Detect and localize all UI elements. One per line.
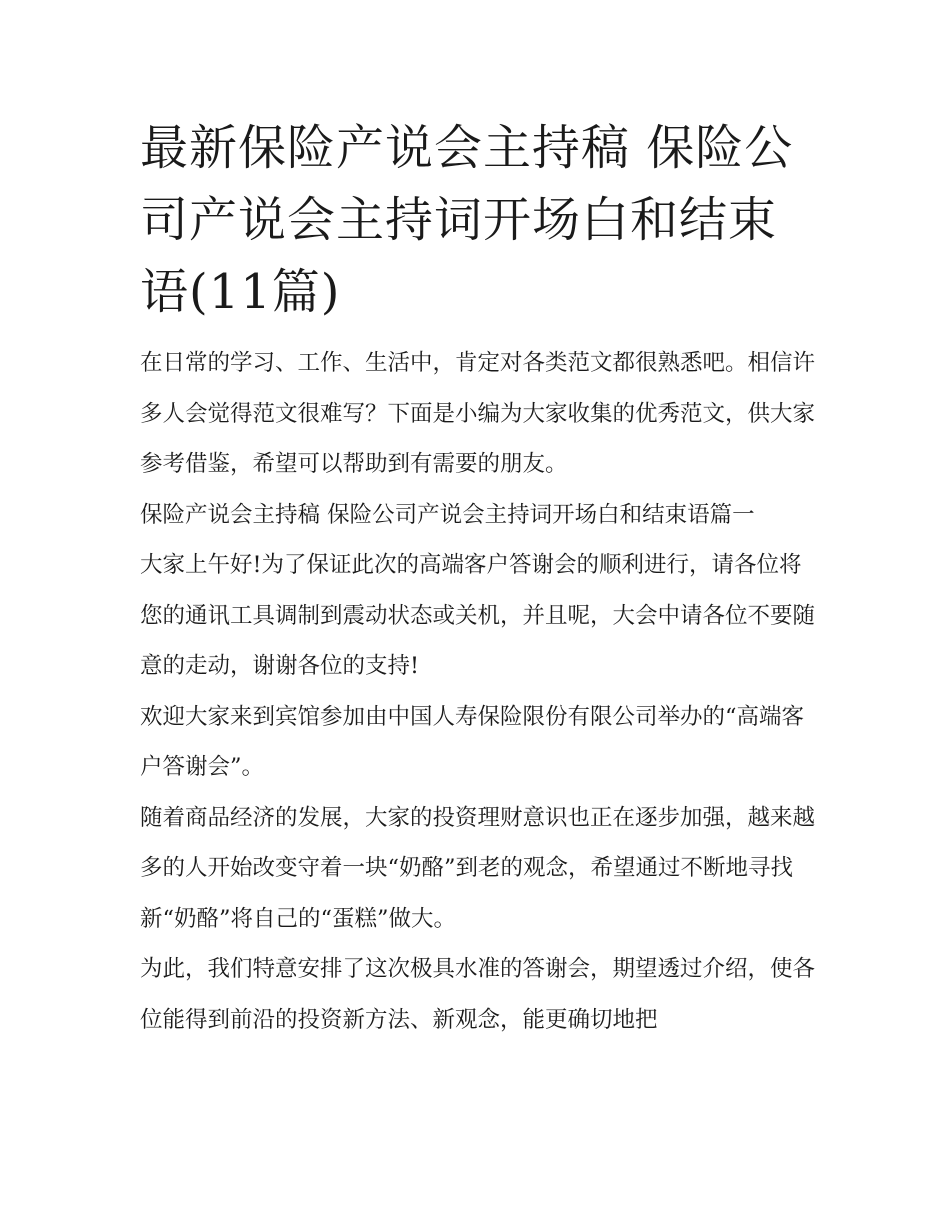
paragraph-purpose: 为此，我们特意安排了这次极具水准的答谢会，期望透过介绍，使各位能得到前沿的投资新方法、新观念，能更确切地把: [140, 956, 816, 1033]
document-page: [140, 112, 820, 1045]
paragraph-greeting: 大家上午好!为了保证此次的高端客户答谢会的顺利进行，请各位将您的通讯工具调制到震动状态或关机，并且呢，大会中请各位不要随意的走动，谢谢各位的支持!: [140, 552, 816, 679]
paragraph-intro: 在日常的学习、工作、生活中，肯定对各类范文都很熟悉吧。相信许多人会觉得范文很难写？下面是小编为大家收集的优秀范文，供大家参考借鉴，希望可以帮助到有需要的朋友。: [140, 350, 816, 477]
paragraph-welcome: 欢迎大家来到宾馆参加由中国人寿保险限份有限公司举办的“高端客户答谢会”。: [140, 703, 805, 780]
paragraph-section-heading: 保险产说会主持稿 保险公司产说会主持词开场白和结束语篇一: [140, 501, 755, 528]
paragraph-economy: 随着商品经济的发展，大家的投资理财意识也正在逐步加强，越来越多的人开始改变守着一块“奶酪”到老的观念，希望通过不断地寻找新“奶酪”将自己的“蛋糕”做大。: [140, 804, 816, 932]
document-title: 最新保险产说会主持稿 保险公司产说会主持词开场白和结束语(11篇): [140, 120, 794, 320]
